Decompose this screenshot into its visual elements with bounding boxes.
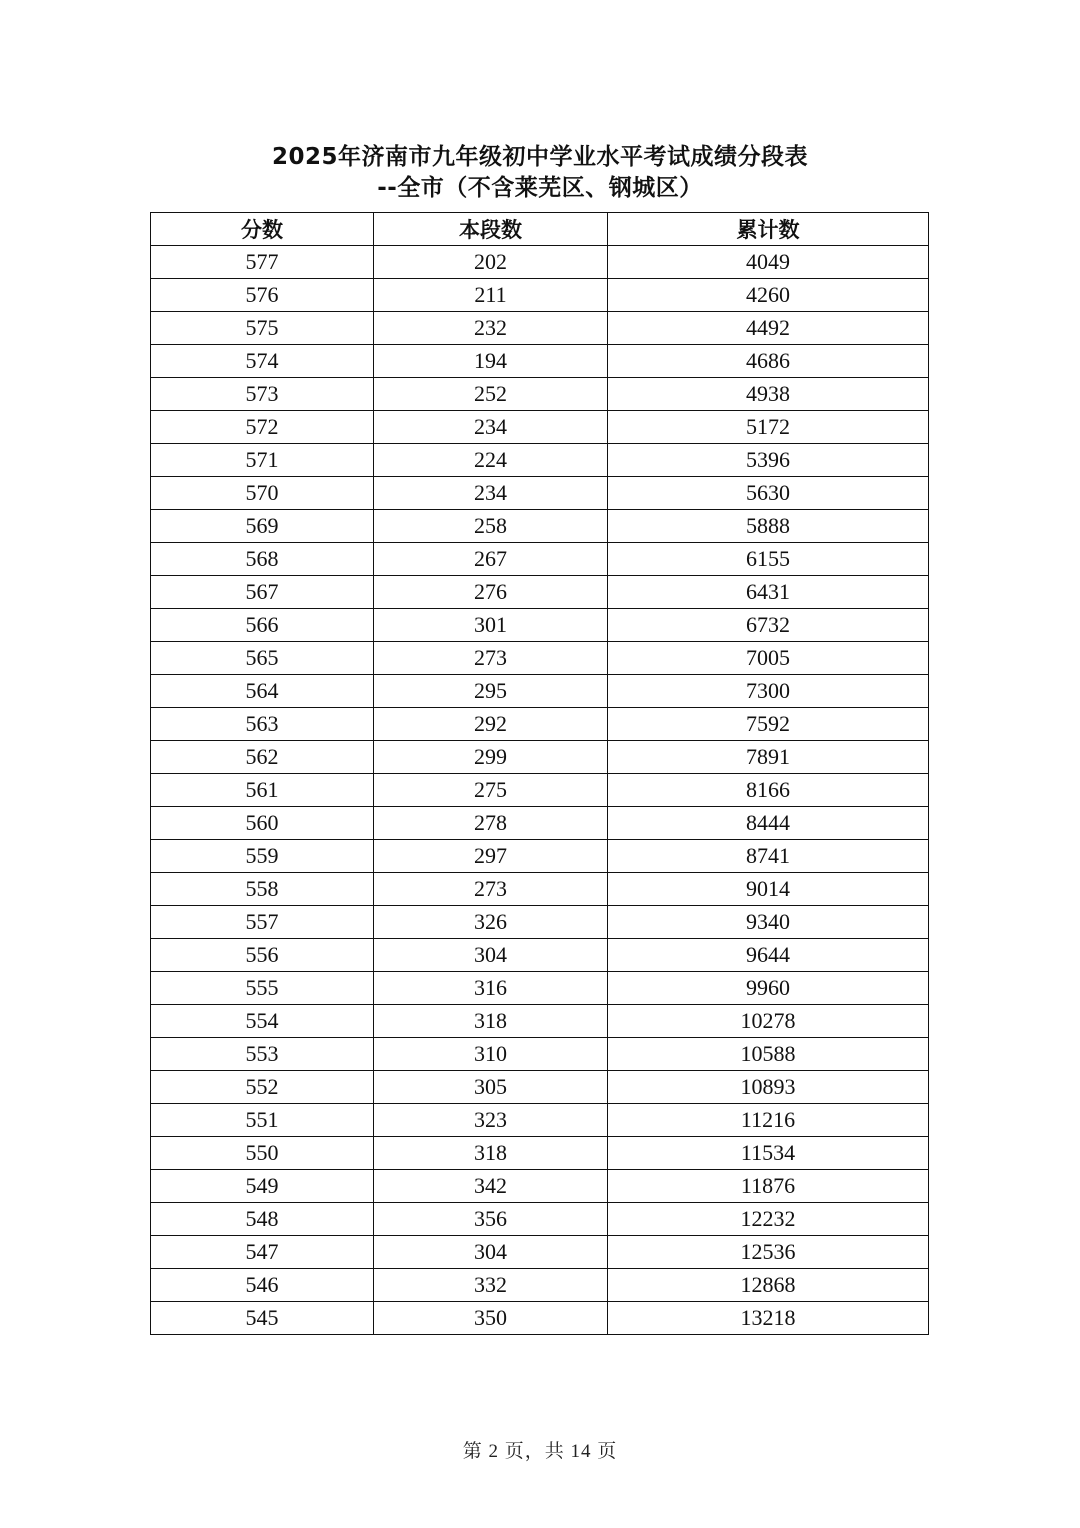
cell-score: 574 <box>151 345 374 378</box>
cell-segment-count: 273 <box>374 642 608 675</box>
table-row <box>151 543 929 576</box>
document-title: 2025年济南市九年级初中学业水平考试成绩分段表 <box>271 144 808 170</box>
cell-score: 561 <box>151 774 374 807</box>
cell-segment-count: 318 <box>374 1137 608 1170</box>
cell-segment-count: 326 <box>374 906 608 939</box>
cell-segment-count: 350 <box>374 1302 608 1335</box>
cell-segment-count: 323 <box>374 1104 608 1137</box>
table-row <box>151 1203 929 1236</box>
cell-score: 552 <box>151 1071 374 1104</box>
table-row <box>151 477 929 510</box>
table-row <box>151 1137 929 1170</box>
cell-score: 569 <box>151 510 374 543</box>
table-row <box>151 840 929 873</box>
table-row <box>151 1170 929 1203</box>
table-row <box>151 741 929 774</box>
cell-cumulative-count: 4492 <box>608 312 929 345</box>
score-distribution-table <box>150 212 929 1335</box>
cell-cumulative-count: 8166 <box>608 774 929 807</box>
cell-segment-count: 232 <box>374 312 608 345</box>
cell-cumulative-count: 9340 <box>608 906 929 939</box>
cell-cumulative-count: 4938 <box>608 378 929 411</box>
cell-score: 551 <box>151 1104 374 1137</box>
cell-segment-count: 310 <box>374 1038 608 1071</box>
cell-segment-count: 292 <box>374 708 608 741</box>
cell-segment-count: 295 <box>374 675 608 708</box>
table-row <box>151 906 929 939</box>
cell-score: 546 <box>151 1269 374 1302</box>
cell-score: 565 <box>151 642 374 675</box>
table-row <box>151 1071 929 1104</box>
table-row <box>151 279 929 312</box>
document-subtitle: --全市（不含莱芜区、钢城区） <box>377 175 703 201</box>
table-row <box>151 807 929 840</box>
table-row <box>151 312 929 345</box>
cell-segment-count: 234 <box>374 477 608 510</box>
cell-cumulative-count: 6732 <box>608 609 929 642</box>
table-row <box>151 576 929 609</box>
cell-cumulative-count: 12868 <box>608 1269 929 1302</box>
cell-segment-count: 304 <box>374 1236 608 1269</box>
cell-cumulative-count: 13218 <box>608 1302 929 1335</box>
table-row <box>151 939 929 972</box>
cell-segment-count: 342 <box>374 1170 608 1203</box>
cell-score: 560 <box>151 807 374 840</box>
cell-cumulative-count: 10588 <box>608 1038 929 1071</box>
cell-cumulative-count: 12536 <box>608 1236 929 1269</box>
table-row <box>151 411 929 444</box>
cell-score: 562 <box>151 741 374 774</box>
table-row <box>151 675 929 708</box>
header-cumulative-count: 累计数 <box>608 213 929 246</box>
table-row <box>151 642 929 675</box>
cell-cumulative-count: 5172 <box>608 411 929 444</box>
cell-cumulative-count: 5630 <box>608 477 929 510</box>
cell-segment-count: 299 <box>374 741 608 774</box>
cell-score: 572 <box>151 411 374 444</box>
cell-score: 550 <box>151 1137 374 1170</box>
table-row <box>151 1302 929 1335</box>
table-row <box>151 1005 929 1038</box>
cell-score: 576 <box>151 279 374 312</box>
cell-segment-count: 305 <box>374 1071 608 1104</box>
page-number: 第 2 页，共 14 页 <box>462 1441 618 1462</box>
cell-cumulative-count: 8741 <box>608 840 929 873</box>
cell-segment-count: 318 <box>374 1005 608 1038</box>
cell-segment-count: 211 <box>374 279 608 312</box>
cell-segment-count: 273 <box>374 873 608 906</box>
cell-segment-count: 275 <box>374 774 608 807</box>
table-row <box>151 1104 929 1137</box>
cell-score: 566 <box>151 609 374 642</box>
cell-score: 577 <box>151 246 374 279</box>
cell-cumulative-count: 7300 <box>608 675 929 708</box>
table-row <box>151 510 929 543</box>
cell-score: 558 <box>151 873 374 906</box>
cell-score: 567 <box>151 576 374 609</box>
cell-segment-count: 258 <box>374 510 608 543</box>
cell-cumulative-count: 10893 <box>608 1071 929 1104</box>
cell-cumulative-count: 11876 <box>608 1170 929 1203</box>
cell-segment-count: 224 <box>374 444 608 477</box>
cell-score: 571 <box>151 444 374 477</box>
cell-score: 547 <box>151 1236 374 1269</box>
cell-score: 555 <box>151 972 374 1005</box>
table-row <box>151 609 929 642</box>
cell-cumulative-count: 4686 <box>608 345 929 378</box>
cell-score: 556 <box>151 939 374 972</box>
cell-segment-count: 304 <box>374 939 608 972</box>
table-row <box>151 444 929 477</box>
cell-score: 549 <box>151 1170 374 1203</box>
cell-cumulative-count: 5396 <box>608 444 929 477</box>
cell-segment-count: 278 <box>374 807 608 840</box>
cell-score: 570 <box>151 477 374 510</box>
table-row <box>151 378 929 411</box>
cell-segment-count: 202 <box>374 246 608 279</box>
cell-segment-count: 356 <box>374 1203 608 1236</box>
cell-score: 545 <box>151 1302 374 1335</box>
cell-score: 573 <box>151 378 374 411</box>
cell-segment-count: 332 <box>374 1269 608 1302</box>
cell-score: 563 <box>151 708 374 741</box>
cell-cumulative-count: 9644 <box>608 939 929 972</box>
cell-segment-count: 301 <box>374 609 608 642</box>
cell-segment-count: 316 <box>374 972 608 1005</box>
cell-segment-count: 297 <box>374 840 608 873</box>
cell-cumulative-count: 8444 <box>608 807 929 840</box>
header-segment-count: 本段数 <box>374 213 608 246</box>
cell-cumulative-count: 10278 <box>608 1005 929 1038</box>
table-row <box>151 774 929 807</box>
table-row <box>151 246 929 279</box>
table-row <box>151 1269 929 1302</box>
cell-cumulative-count: 12232 <box>608 1203 929 1236</box>
cell-cumulative-count: 6155 <box>608 543 929 576</box>
cell-cumulative-count: 9014 <box>608 873 929 906</box>
cell-segment-count: 276 <box>374 576 608 609</box>
table-row <box>151 708 929 741</box>
cell-score: 568 <box>151 543 374 576</box>
cell-segment-count: 234 <box>374 411 608 444</box>
table-row <box>151 345 929 378</box>
cell-score: 553 <box>151 1038 374 1071</box>
cell-cumulative-count: 9960 <box>608 972 929 1005</box>
cell-score: 559 <box>151 840 374 873</box>
table-row <box>151 1038 929 1071</box>
cell-score: 554 <box>151 1005 374 1038</box>
cell-cumulative-count: 11216 <box>608 1104 929 1137</box>
table-row <box>151 1236 929 1269</box>
table-row <box>151 873 929 906</box>
header-score: 分数 <box>151 213 374 246</box>
cell-segment-count: 194 <box>374 345 608 378</box>
cell-score: 564 <box>151 675 374 708</box>
cell-cumulative-count: 4049 <box>608 246 929 279</box>
cell-cumulative-count: 7592 <box>608 708 929 741</box>
cell-cumulative-count: 7891 <box>608 741 929 774</box>
cell-score: 575 <box>151 312 374 345</box>
cell-cumulative-count: 6431 <box>608 576 929 609</box>
cell-score: 548 <box>151 1203 374 1236</box>
cell-cumulative-count: 7005 <box>608 642 929 675</box>
cell-segment-count: 267 <box>374 543 608 576</box>
cell-score: 557 <box>151 906 374 939</box>
table-header-row <box>151 213 929 246</box>
cell-segment-count: 252 <box>374 378 608 411</box>
cell-cumulative-count: 4260 <box>608 279 929 312</box>
cell-cumulative-count: 11534 <box>608 1137 929 1170</box>
table-row <box>151 972 929 1005</box>
cell-cumulative-count: 5888 <box>608 510 929 543</box>
